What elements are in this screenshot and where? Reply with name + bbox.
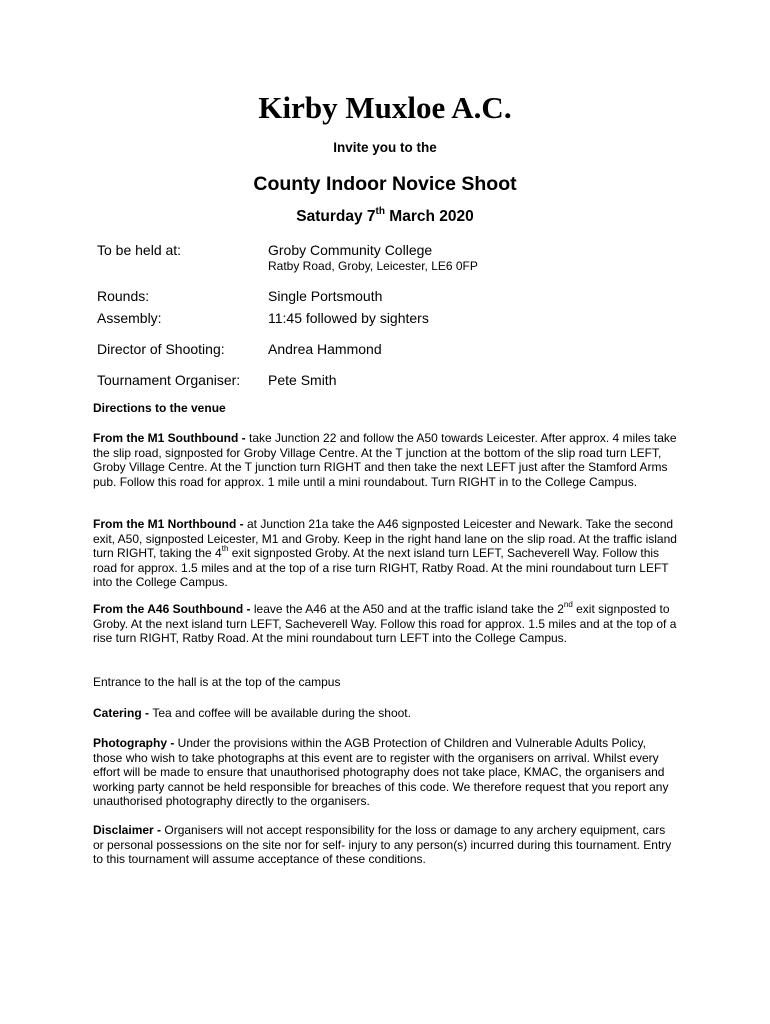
date-suffix: March 2020 xyxy=(384,208,474,225)
venue-address: Ratby Road, Groby, Leicester, LE6 0FP xyxy=(268,259,478,273)
date-prefix: Saturday 7 xyxy=(296,208,376,225)
m1-north-ordinal: th xyxy=(221,544,229,554)
directions-a46-southbound xyxy=(93,602,677,646)
disclaimer-label: Disclaimer - xyxy=(93,823,165,837)
directions-heading: Directions to the venue xyxy=(93,401,226,415)
m1-south-text: take Junction 22 and follow the A50 towards Leicester. After approx. 4 miles take the slip road, signposted for Groby Village Centre. At the T junction at the bottom of the slip road turn LEFT, Groby Village Centre. At the T junction turn RIGHT and then take the next LEFT just after the Stamford Arms pub. Follow this road for approx. 1 mile until a mini roundabout. Turn RIGHT in to the College Campus. xyxy=(93,431,677,489)
catering-paragraph xyxy=(93,706,677,721)
venue-label: To be held at: xyxy=(97,242,182,258)
m1-north-text-b: exit signposted Groby. At the next island turn LEFT, Sacheverell Way. Follow this road for approx. 1.5 miles and at the top of a rise turn RIGHT, Ratby Road. At the mini roundabout turn LEFT into the College Campus. xyxy=(93,546,669,590)
organiser-label: Tournament Organiser: xyxy=(97,372,241,388)
disclaimer-text: Organisers will not accept responsibility for the loss or damage to any archery equipment, cars or personal possessions on the site nor for self- injury to any person(s) incurred during this tournament. Entry to this tournament will assume acceptance of these conditions. xyxy=(93,823,672,867)
m1-north-label: From the M1 Northbound - xyxy=(93,517,247,531)
a46-text-a: leave the A46 at the A50 and at the traffic island take the 2 xyxy=(253,602,564,616)
photography-paragraph xyxy=(93,736,677,809)
assembly-label: Assembly: xyxy=(97,310,162,326)
entrance-note: Entrance to the hall is at the top of the campus xyxy=(93,675,341,689)
a46-ordinal: nd xyxy=(563,600,573,609)
rounds-label: Rounds: xyxy=(97,288,150,304)
assembly-value: 11:45 followed by sighters xyxy=(268,310,429,326)
directions-m1-northbound xyxy=(93,517,677,590)
date-ordinal: th xyxy=(375,205,385,217)
photography-label: Photography - xyxy=(93,736,178,750)
organiser-value: Pete Smith xyxy=(268,372,337,388)
venue-name: Groby Community College xyxy=(268,242,433,258)
director-value: Andrea Hammond xyxy=(268,341,382,357)
photography-text: Under the provisions within the AGB Protection of Children and Vulnerable Adults Policy, those who wish to take photographs at this event are to register with the organisers on arrival. Whilst every effort will be made to ensure that unauthorised photography does not take place, KMAC, the organisers and working party cannot be held responsible for breaches of this code. We therefore request that you report any unauthorised photography directly to the organisers. xyxy=(93,736,669,809)
event-date xyxy=(0,207,770,227)
catering-label: Catering - xyxy=(93,706,153,720)
club-title: Kirby Muxloe A.C. xyxy=(258,90,512,125)
m1-south-label: From the M1 Southbound - xyxy=(93,431,249,445)
director-label: Director of Shooting: xyxy=(97,341,225,357)
m1-north-text-a: at Junction 21a take the A46 signposted Leicester and Newark. Take the second exit, A50, signposted Leicester, M1 and Groby. Keep in the right hand lane on the slip road. At the traffic island turn RIGHT, taking the 4 xyxy=(93,517,677,561)
rounds-value: Single Portsmouth xyxy=(268,288,383,304)
directions-m1-southbound xyxy=(93,431,677,489)
invite-line: Invite you to the xyxy=(333,140,437,155)
a46-label: From the A46 Southbound - xyxy=(93,602,254,616)
a46-text-b: exit signposted to Groby. At the next island turn LEFT, Sacheverell Way. Follow this road for approx. 1.5 miles and at the top of a rise turn RIGHT, Ratby Road. At the mini roundabout turn LEFT into the College Campus. xyxy=(93,602,677,646)
catering-text: Tea and coffee will be available during the shoot. xyxy=(152,706,411,720)
disclaimer-paragraph xyxy=(93,823,677,867)
event-title: County Indoor Novice Shoot xyxy=(253,173,517,195)
